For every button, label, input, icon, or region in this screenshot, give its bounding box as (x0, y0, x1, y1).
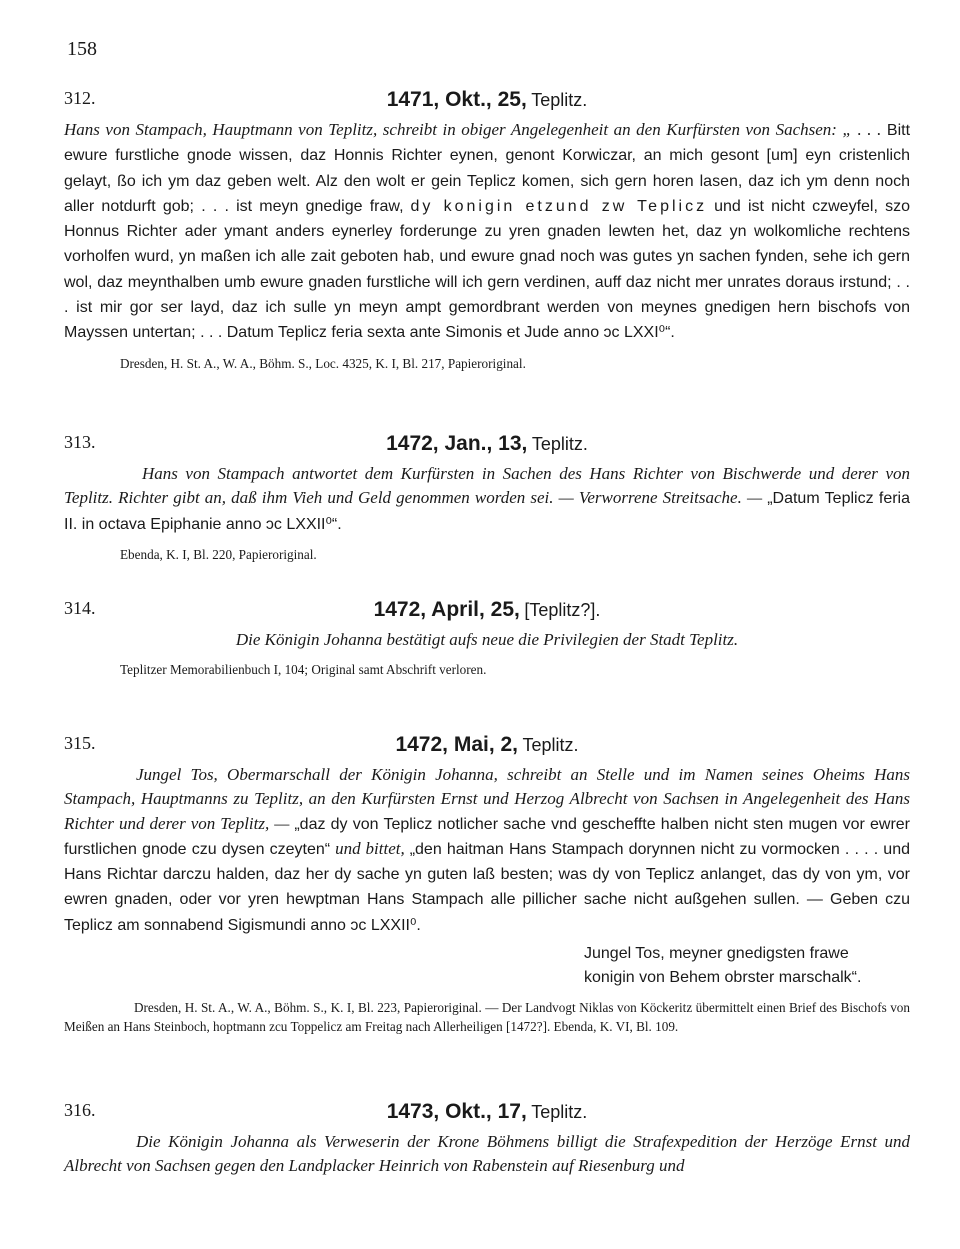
entry-date-heading (64, 1100, 910, 1124)
entry-body (64, 118, 910, 346)
signature-line: Jungel Tos, meyner gnedigsten frawe (584, 945, 849, 963)
page-number: 158 (67, 38, 97, 60)
entry-place: Teplitz. (522, 735, 579, 755)
entry-place: Teplitz. (531, 434, 588, 454)
entry-date-heading (64, 88, 910, 112)
entry-place: Teplitz. (531, 1102, 588, 1122)
entry-quote: Bitt ewure furstliche gnode wissen, daz Honnis Richter eynen, genont Korwiczar, an mich gesont [um] eyn cristenlich gelayt, ßo ich ym daz geben welt. Alz den wolt er gein Teplicz komen, sich gern horen lasen, daz ich ym denn noch aller notdurft gob; . . . ist meyn gnedige fraw, (64, 122, 911, 215)
entry-body (64, 462, 910, 537)
entry-date: 1473, Okt., 17, (386, 1100, 527, 1123)
entry-313 (64, 432, 910, 564)
entry-quote-spaced: dy konigin etzund zw Teplicz (410, 197, 708, 215)
entry-regest: Hans von Stampach, Hauptmann von Teplitz, schreibt in obiger Angelegenheit an den Kurfürsten von Sachsen: „ . . . (64, 120, 882, 139)
entry-number: 312. (64, 88, 96, 108)
entry-date-heading (64, 733, 910, 757)
entry-number: 316. (64, 1100, 96, 1120)
entry-quote-continued: „den haitman Hans Stampach dorynnen nicht zu vormocken . . . . und Hans Richtar darczu halden, daz her dy sache yn guten laß besten; was dy von Teplicz anlanget, das dy von ym, vor ewren gnaden, oder vor yren hewptman Hans Stampach alle pillicher sache nicht außgehen sullen. — Geben czu Teplicz am sonnabend Sigismundi anno ɔc LXXII⁰. (64, 840, 911, 934)
entry-source: Ebenda, K. I, Bl. 220, Papieroriginal. (120, 546, 317, 562)
entry-date-heading (64, 432, 910, 456)
entry-315 (64, 733, 910, 1036)
entry-place: Teplitz. (531, 90, 588, 110)
entry-314 (64, 598, 910, 679)
entry-source: Dresden, H. St. A., W. A., Böhm. S., Loc. 4325, K. I, Bl. 217, Papieroriginal. (120, 355, 526, 371)
signature (584, 942, 910, 990)
entry-source: Dresden, H. St. A., W. A., Böhm. S., K. I, Bl. 223, Papieroriginal. — Der Landvogt Niklas von Köckeritz übermittelt einen Brief des Bischofs von Meißen an Hans Steinboch, hoptmann zcu Toppelicz am Freitag nach Allerheiligen [1472?]. Ebenda, K. VI, Bl. 109. (64, 1000, 910, 1035)
entry-date: 1472, Mai, 2, (395, 733, 519, 756)
entry-date-heading (64, 598, 910, 622)
entry-place: [Teplitz?]. (524, 600, 601, 620)
entry-regest: Die Königin Johanna bestätigt aufs neue die Privilegien der Stadt Teplitz. (235, 630, 739, 649)
entry-quote-continued: und ist nicht czweyfel, szo Honnus Richter ader ymant anders eynerley forderunge zu yren gnaden lewten het, daz yn wolkomliche rechtens vorholfen wurd, yn maßen ich alle zait geboten hab, und ewure gnad noch was gutes yn sachen fynden, sehe ich gern wol, daz meynthalben umb ewure gnaden furstliche will ich gern verdinen, auff daz nicht mer unrates doraus irstund; . . . ist mir gor ser layd, daz ich sulle yn meyn ampt gemordbrant werden von meynes gnedigen hern bischofs von Mayssen untertan; . . . Datum Teplicz feria sexta ante Simonis et Jude anno ɔc LXXI⁰“. (64, 197, 911, 342)
entry-312 (64, 88, 910, 373)
entry-regest: Die Königin Johanna als Verweserin der Krone Böhmens billigt die Strafexpedition der Herzöge Ernst und Albrecht von Sachsen gegen den Landplacker Heinrich von Rabenstein auf Riesenburg und (64, 1132, 910, 1176)
entry-quote: „daz dy von Teplicz notlicher sache vnd gescheffte halben nicht sten mugen vor ewrer furstlichen gnode czu dysen czeyten“ (64, 815, 910, 858)
entry-source: Teplitzer Memorabilienbuch I, 104; Original samt Abschrift verloren. (120, 662, 487, 677)
entry-regest: Jungel Tos, Obermarschall der Königin Johanna, schreibt an Stelle und im Namen seines Oheims Hans Stampach, Hauptmanns zu Teplitz, an den Kurfürsten Ernst und Herzog Albrecht von Sachsen in Angelegenheit des Hans Richter und derer von Teplitz, — (64, 765, 910, 833)
entry-body (64, 763, 910, 938)
entry-date: 1471, Okt., 25, (386, 88, 527, 111)
entry-316 (64, 1100, 910, 1179)
entry-quote: „Datum Teplicz feria II. in octava Epiphanie anno ɔc LXXII⁰“. (64, 490, 911, 533)
entry-date: 1472, Jan., 13, (386, 432, 528, 455)
entry-date: 1472, April, 25, (373, 598, 520, 621)
entry-body (64, 1130, 910, 1179)
entry-number: 315. (64, 733, 96, 753)
entry-number: 314. (64, 598, 96, 618)
entry-number: 313. (64, 432, 96, 452)
entry-regest: Hans von Stampach antwortet dem Kurfürsten in Sachen des Hans Richter von Bischwerde und derer von Teplitz. Richter gibt an, daß ihm Vieh und Geld genommen worden sei. — Verworrene Streitsache. — (64, 464, 910, 508)
signature-line: konigin von Behem obrster marschalk“. (584, 969, 862, 987)
entry-regest-continued: und bittet, (335, 838, 405, 858)
